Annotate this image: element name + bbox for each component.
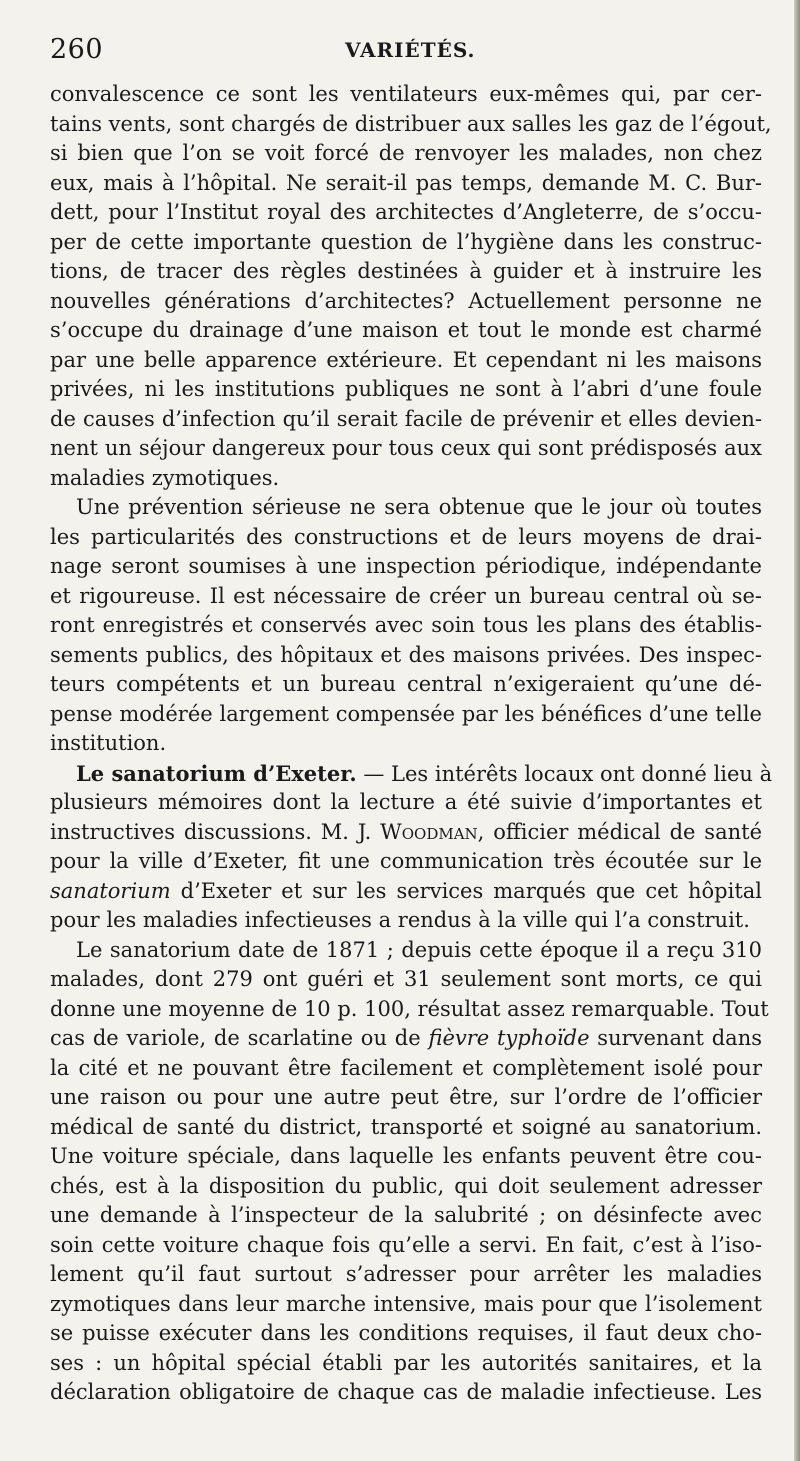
text-line — [50, 818, 762, 848]
text-line: une raison ou pour une autre peut être, sur l’ordre de l’officier — [50, 1085, 762, 1109]
text-line: déclaration obligatoire de chaque cas de maladie infectieuse. Les — [50, 1380, 762, 1404]
text-line: se puisse exécuter dans les conditions requises, il faut deux cho- — [50, 1321, 762, 1345]
paragraph-4 — [50, 936, 769, 1408]
italic-term: sanatorium — [50, 878, 171, 903]
text-line: pour les maladies infectieuses a rendus à la ville qui l’a construit. — [50, 908, 750, 932]
text-span: cas de variole, de scarlatine ou de — [50, 1026, 429, 1050]
text-line: chés, est à la disposition du public, qui doit seulement adresser — [50, 1173, 762, 1198]
paragraph-2 — [50, 493, 762, 759]
text-line: ses : un hôpital spécial établi par les autorités sanitaires, et la — [50, 1350, 762, 1375]
text-line: zymotiques dans leur marche intensive, mais pour que l’isolement — [50, 1291, 762, 1316]
text-line: dett, pour l’Institut royal des architectes d’Angleterre, de s’occu- — [50, 200, 762, 224]
paragraph-1 — [50, 80, 772, 493]
text-line: nent un séjour dangereux pour tous ceux qui sont prédisposés aux — [50, 436, 762, 460]
text-line: soin cette voiture chaque fois qu’elle a servi. En fait, c’est à l’iso- — [50, 1232, 762, 1257]
text-line: donne une moyenne de 10 p. 100, résultat assez remarquable. Tout — [50, 996, 769, 1021]
text-line: s’occupe du drainage d’une maison et tout le monde est charmé — [50, 318, 762, 342]
text-line: institution. — [50, 731, 167, 755]
text-span: survenant dans — [589, 1026, 762, 1050]
text-line — [50, 1024, 762, 1054]
text-line — [50, 759, 773, 789]
text-line: la cité et ne pouvant être facilement et complètement isolé pour — [50, 1055, 762, 1080]
text-line: sements publics, des hôpitaux et des maisons privées. Des inspec- — [50, 642, 762, 667]
page-header — [50, 34, 770, 74]
text-line: Une prévention sérieuse ne sera obtenue que le jour où toutes — [76, 495, 762, 519]
text-span: d’Exeter et sur les services marqués que cet hôpital — [170, 878, 762, 903]
text-line: nouvelles générations d’architectes? Actuellement personne ne — [50, 288, 762, 313]
text-line: Le sanatorium date de 1871 ; depuis cette époque il a reçu 310 — [76, 937, 762, 962]
text-line: per de cette importante question de l’hygiène dans les construc- — [50, 229, 762, 254]
text-line: si bien que l’on se voit forcé de renvoyer les malades, non chez — [50, 141, 762, 165]
text-line: privées, ni les institutions publiques ne sont à l’abri d’une foule — [50, 377, 762, 401]
text-line — [50, 877, 762, 907]
page-body — [50, 80, 773, 1408]
text-line: de causes d’infection qu’il serait facile de prévenir et elles devien- — [50, 406, 762, 431]
text-span: — Les intérêts locaux ont donné lieu à — [356, 761, 773, 786]
section-heading: Le sanatorium d’Exeter. — [76, 760, 357, 786]
text-span: instructives discussions. M. J. — [50, 819, 381, 844]
text-line: les particularités des constructions et de leurs moyens de drai- — [50, 524, 762, 549]
text-line: plusieurs mémoires dont la lecture a été suivie d’importantes et — [50, 790, 762, 814]
paragraph-3 — [50, 759, 773, 936]
text-line: tions, de tracer des règles destinées à guider et à instruire les — [50, 259, 762, 283]
text-line: Une voiture spéciale, dans laquelle les enfants peuvent être cou- — [50, 1144, 762, 1168]
text-line: tains vents, sont chargés de distribuer aux salles les gaz de l’égout, — [50, 111, 772, 136]
text-span: , officier médical de santé — [477, 819, 762, 844]
text-line: et rigoureuse. Il est nécessaire de créer un bureau central où se- — [50, 583, 762, 608]
text-line: malades, dont 279 ont guéri et 31 seulement sont morts, ce qui — [50, 967, 762, 991]
text-line: convalescence ce sont les ventilateurs eux-mêmes qui, par cer- — [50, 82, 762, 106]
text-line: ront enregistrés et conservés avec soin tous les plans des établis- — [50, 613, 762, 637]
author-name: Woodman — [380, 819, 478, 844]
italic-term: fièvre typhoïde — [428, 1026, 590, 1050]
text-line: par une belle apparence extérieure. Et cependant ni les maisons — [50, 347, 762, 372]
text-line: pense modérée largement compensée par les bénéfices d’une telle — [50, 701, 762, 726]
text-line: médical de santé du district, transporté et soigné au sanatorium. — [50, 1114, 762, 1139]
text-line: maladies zymotiques. — [50, 465, 280, 490]
text-line: pour la ville d’Exeter, fit une communication très écoutée sur le — [50, 849, 762, 873]
text-line: une demande à l’inspecteur de la salubrité ; on désinfecte avec — [50, 1203, 762, 1227]
page-edge-shadow — [794, 0, 800, 1461]
page-number: 260 — [50, 34, 104, 65]
running-head: VARIÉTÉS. — [345, 38, 476, 62]
text-line: teurs compétents et un bureau central n’exigeraient qu’une dé- — [50, 672, 762, 696]
text-line: lement qu’il faut surtout s’adresser pour arrêter les maladies — [50, 1262, 762, 1286]
text-line: nage seront soumises à une inspection périodique, indépendante — [50, 554, 762, 578]
text-line: eux, mais à l’hôpital. Ne serait-il pas temps, demande M. C. Bur- — [50, 170, 762, 195]
